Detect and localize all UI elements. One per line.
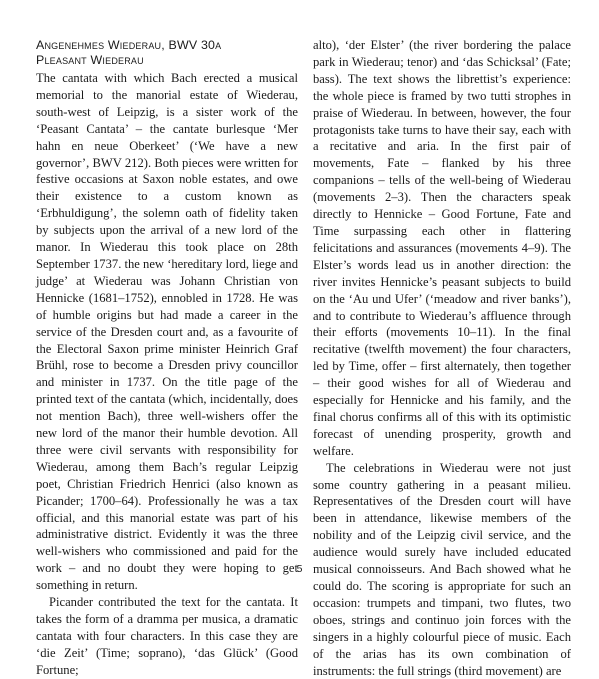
left-paragraph-1-text: The cantata with which Bach erected a musical memorial to the manorial estate of Wiederau, south-west of Leipzig, is a sister work of the ‘Peasant Cantata’ – the cantate burlesque ‘Mer hahn en neue Oberkeet’ (‘We have a new governor’, BWV 212). Both pieces were written for festive occasions at Saxon noble estates, and owe their existence to a custom known as ‘Erbhuldigung’, the solemn oath of fidelity taken by subjects upon the arrival of a new lord of the manor. In Wiederau this took place on 28th September 1737. the new ‘hereditary lord, liege and judge’ at Wiederau was Johann Christian von Hennicke (1681–1752), ennobled in 1728. He was of humble origins but had made a career in the service of the Dresden court and, as a favourite of the Electoral Saxon prime minister Heinrich Graf Brühl, rose to become a Dresden privy councillor and minister in 1737. On the title page of the printed text of the cantata (which, incidentally, does not mention Bach), three well-wishers offer the new lord of the manor their humble devotion. All three were civil servants with responsibility for Wiederau, among them Bach’s regular Leipzig poet, Christian Friedrich Henrici (also known as Picander; 1700–64). Professionally he was a tax official, and this manorial estate was part of his administrative district. Evidently it was the three well-wishers who commissioned and paid for the work – and no doubt they were hoping to get something in return. — [36, 71, 298, 593]
right-paragraph-2-text: The celebrations in Wiederau were not just some country gathering in a peasant milieu. Representatives of the Dresden court will have been in attendance, likewise members of the nobility and of the Leipzig civil service, and the audience would surely have included educated musical connoisseurs. And Bach showed what he could do. The scoring is appropriate for such an occasion: trumpets and timpani, two flutes, two oboes, strings and continuo join forces with the singers in a highly colourful piece of music. Each of the arias has its own combination of instruments: the full strings (third movement) are — [313, 460, 571, 678]
right-column — [313, 37, 571, 679]
left-paragraph-2 — [36, 594, 298, 679]
left-paragraph-1 — [36, 70, 298, 594]
right-paragraph-1 — [313, 37, 571, 460]
work-title: Angenehmes Wiederau, BWV 30a — [36, 38, 222, 52]
page-number: 5 — [296, 563, 303, 575]
work-subtitle: Pleasant Wiederau — [36, 53, 144, 67]
right-paragraph-1-text: alto), ‘der Elster’ (the river bordering the palace park in Wiederau; tenor) and ‘das Schicksal’ (Fate; bass). The text shows the librettist’s experience: the whole piece is framed by two tutti strophes in praise of Wiederau. In between, however, the four protagonists take turns to have their say, each with a recitative and aria. In the first pair of movements, Fate – flanked by his three companions – tells of the well-being of Wiederau (movements 2–3). Then the characters speak directly to Hennicke – Good Fortune, Fate and Time surpassing each other in flattering felicitations and assurances (movements 4–9). The Elster’s words lead us in another direction: the river invites Hennicke’s peasant subjects to build on the ‘Au und Ufer’ (‘meadow and river banks’), and to contribute to Wiederau’s affluence through their efforts (movements 10–11). In the final recitative (twelfth movement) the four characters, led by Time, offer – first alternately, then together – their good wishes for all of Wiederau and especially for Hennicke and his family, and the final chorus confirms all of this with its optimistic forecast of unending prosperity, growth and welfare. — [313, 38, 571, 458]
left-paragraph-2-text: Picander contributed the text for the cantata. It takes the form of a dramma per musica, a dramatic cantata with four characters. In this case they are ‘die Zeit’ (Time; soprano), ‘das Glück’ (Good Fortune; — [36, 595, 298, 677]
left-column — [36, 38, 298, 679]
section-heading — [36, 38, 298, 68]
